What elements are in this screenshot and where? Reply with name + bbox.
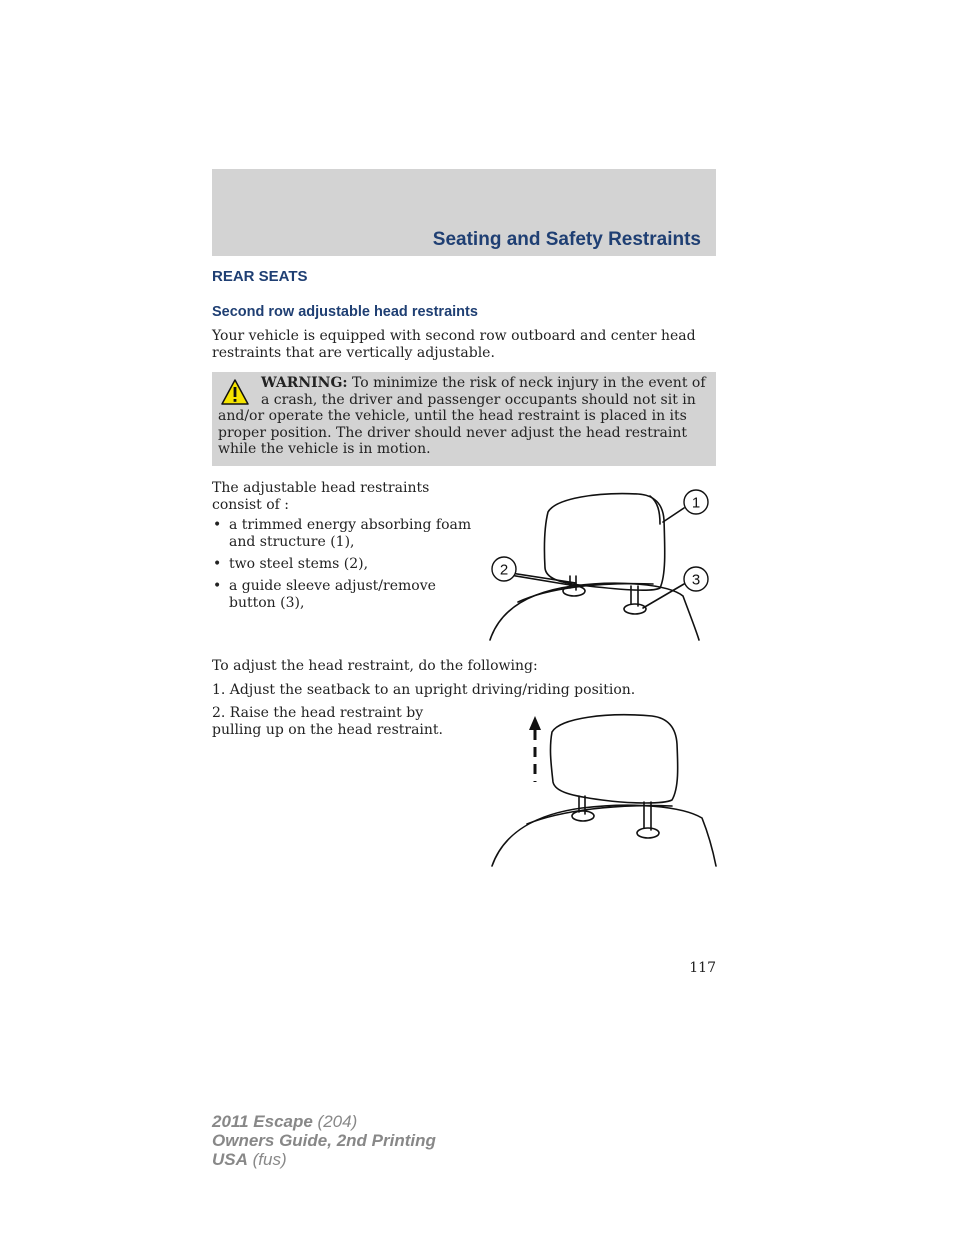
step-1: 1. Adjust the seatback to an upright driving/riding position.	[212, 682, 636, 698]
components-list	[212, 517, 472, 617]
components-lead: The adjustable head restraints consist of :	[212, 480, 430, 513]
list-item: • a guide sleeve adjust/remove button (3),	[212, 578, 472, 612]
page-number: 117	[689, 960, 716, 976]
head-restraint-components-figure	[478, 480, 718, 645]
footer-market-code: (fus)	[247, 1150, 287, 1169]
footer-model-code: (204)	[312, 1112, 358, 1131]
section-title: Seating and Safety Restraints	[432, 229, 701, 250]
footer-guide: Owners Guide, 2nd Printing	[212, 1131, 436, 1150]
warning-label: WARNING:	[261, 375, 348, 391]
footer-market: USA	[212, 1150, 248, 1169]
callout-3-label: 3	[691, 571, 701, 589]
footer-model: 2011 Escape	[212, 1112, 313, 1131]
callout-2-label: 2	[499, 561, 509, 579]
arrow-up-icon	[529, 716, 541, 782]
intro-paragraph: Your vehicle is equipped with second row outboard and center head restraints that are vertically adjustable.	[212, 328, 696, 361]
warning-body: To minimize the risk of neck injury in the event of a crash, the driver and passenger occupants should not sit in and/or operate the vehicle, until the head restraint is placed in its proper position. The driver should never adjust the head restraint while the vehicle is in motion.	[218, 375, 706, 458]
list-item: • a trimmed energy absorbing foam and structure (1),	[212, 517, 472, 551]
heading-second-row: Second row adjustable head restraints	[212, 304, 478, 320]
heading-rear-seats: REAR SEATS	[212, 268, 308, 285]
raise-head-restraint-figure	[482, 708, 722, 873]
callout-1-label: 1	[691, 494, 701, 512]
document-footer	[212, 1112, 436, 1169]
step-2: 2. Raise the head restraint by pulling up on the head restraint.	[212, 705, 443, 738]
section-header-band	[212, 169, 716, 256]
list-item: • two steel stems (2),	[212, 556, 472, 573]
steps-intro: To adjust the head restraint, do the following:	[212, 658, 538, 674]
warning-text	[218, 375, 708, 458]
warning-box	[212, 372, 716, 466]
